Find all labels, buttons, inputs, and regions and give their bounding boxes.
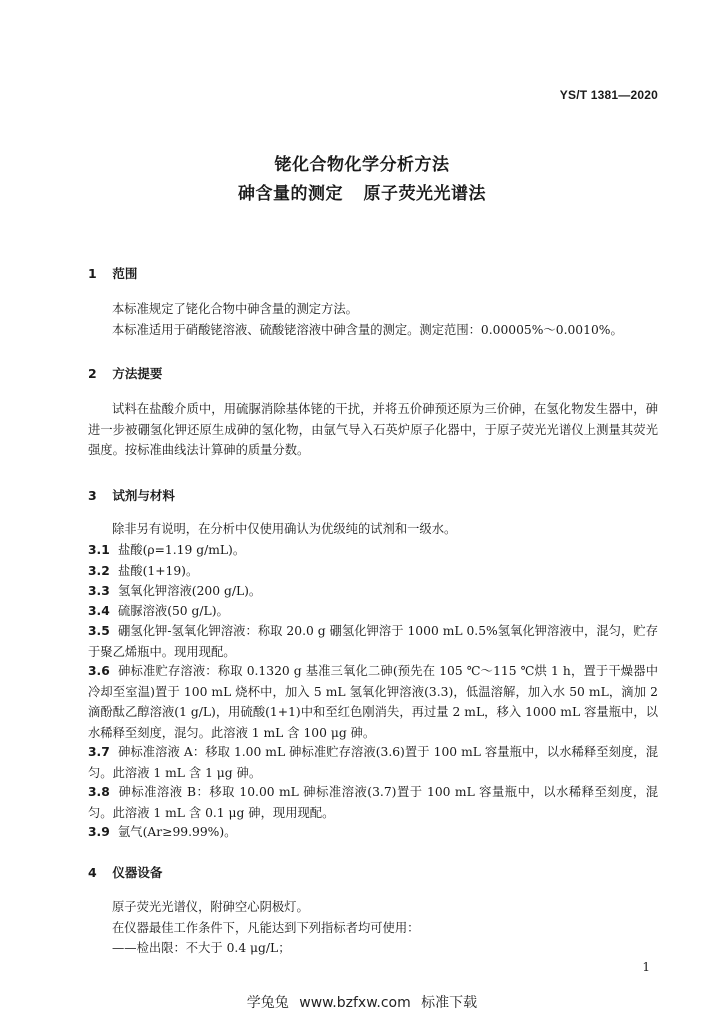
reagent-item — [88, 822, 658, 843]
section-heading-2 — [88, 364, 162, 382]
reagent-item — [88, 561, 658, 582]
item-text: 砷标准贮存溶液：称取 0.1320 g 基准三氧化二砷(预先在 105 ℃～115 ℃烘 1 h，置于干燥器中冷却至室温)置于 100 mL 烧杯中，加入 5 mL 氢氧化钾溶液(3.3)，低温溶解，加入水 50 mL，滴加 2 滴酚酞乙醇溶液(1 g/L)，用硫酸(1+1)中和至红色刚消失，再过量 2 mL，移入 1000 mL 容量瓶中，以水稀释至刻度，混匀。此溶液 1 mL 含 100 μg 砷。 — [88, 664, 658, 740]
section-number: 3 — [88, 488, 97, 503]
reagent-item — [88, 581, 658, 602]
section-heading-4 — [88, 863, 162, 881]
reagent-item — [88, 540, 658, 561]
item-text: 盐酸(1+19)。 — [118, 564, 199, 578]
section-number: 1 — [88, 266, 97, 281]
instrument-paragraph-1: 原子荧光光谱仪，附砷空心阴极灯。 — [112, 900, 309, 914]
reagent-item — [88, 742, 658, 783]
section-title: 试剂与材料 — [112, 488, 175, 503]
footer-watermark: 学兔兔 www.bzfxw.com 标准下载 — [246, 995, 478, 1011]
instrument-paragraph-2: 在仪器最佳工作条件下，凡能达到下列指标者均可使用： — [112, 921, 420, 935]
standard-code: YS/T 1381—2020 — [559, 88, 658, 102]
reagent-item — [88, 621, 658, 662]
document-title-line2: 砷含量的测定 原子荧光光谱法 — [238, 184, 486, 204]
section-title: 仪器设备 — [112, 865, 163, 880]
method-summary-paragraph: 试料在盐酸介质中，用硫脲消除基体铑的干扰，并将五价砷预还原为三价砷，在氢化物发生器中，砷进一步被硼氢化钾还原生成砷的氢化物，由氩气导入石英炉原子化器中，于原子荧光光谱仪上测量其荧光强度。按标准曲线法计算砷的质量分数。 — [88, 402, 658, 457]
item-text: 氢氧化钾溶液(200 g/L)。 — [118, 584, 262, 598]
section-heading-1 — [88, 264, 137, 282]
item-number: 3.1 — [88, 543, 110, 557]
item-text: 硼氢化钾-氢氧化钾溶液：称取 20.0 g 硼氢化钾溶于 1000 mL 0.5%氢氧化钾溶液中，混匀，贮存于聚乙烯瓶中。现用现配。 — [88, 624, 658, 659]
section-title: 范围 — [112, 266, 138, 281]
item-text: 砷标准溶液 A：移取 1.00 mL 砷标准贮存溶液(3.6)置于 100 mL 容量瓶中，以水稀释至刻度，混匀。此溶液 1 mL 含 1 μg 砷。 — [88, 745, 658, 780]
item-number: 3.9 — [88, 825, 110, 839]
item-number: 3.3 — [88, 584, 110, 598]
item-text: 硫脲溶液(50 g/L)。 — [118, 604, 229, 618]
reagent-item — [88, 661, 658, 743]
reagent-item — [88, 782, 658, 823]
reagent-item — [88, 601, 658, 622]
instrument-paragraph-3: ——检出限：不大于 0.4 μg/L； — [112, 941, 291, 955]
section-number: 2 — [88, 366, 97, 381]
item-text: 砷标准溶液 B：移取 10.00 mL 砷标准溶液(3.7)置于 100 mL 容量瓶中，以水稀释至刻度，混匀。此溶液 1 mL 含 0.1 μg 砷，现用现配。 — [88, 785, 658, 820]
item-number: 3.4 — [88, 604, 110, 618]
item-text: 盐酸(ρ=1.19 g/mL)。 — [118, 543, 246, 557]
section-heading-3 — [88, 486, 175, 504]
item-number: 3.8 — [88, 785, 110, 799]
item-text: 氩气(Ar≥99.99%)。 — [118, 825, 237, 839]
item-number: 3.7 — [88, 745, 110, 759]
scope-paragraph-1: 本标准规定了铑化合物中砷含量的测定方法。 — [112, 302, 358, 316]
item-number: 3.2 — [88, 564, 110, 578]
section-title: 方法提要 — [112, 366, 163, 381]
page-number: 1 — [642, 960, 650, 974]
document-title-line1: 铑化合物化学分析方法 — [274, 155, 450, 175]
item-number: 3.6 — [88, 664, 110, 678]
reagents-intro: 除非另有说明，在分析中仅使用确认为优级纯的试剂和一级水。 — [112, 522, 457, 536]
scope-paragraph-2: 本标准适用于硝酸铑溶液、硫酸铑溶液中砷含量的测定。测定范围：0.00005%～0.0010%。 — [112, 323, 623, 337]
item-number: 3.5 — [88, 624, 110, 638]
section-number: 4 — [88, 865, 97, 880]
